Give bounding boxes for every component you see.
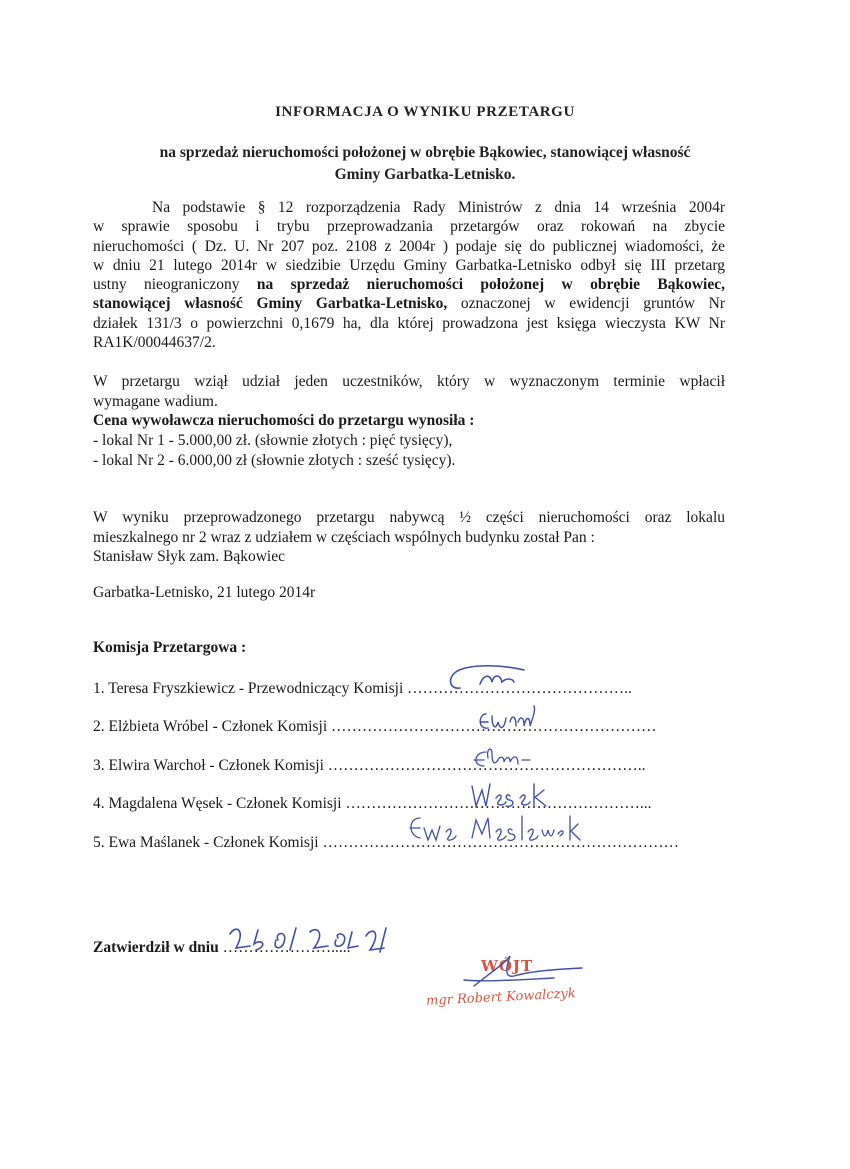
subtitle-line-2: Gminy Garbatka-Letnisko. [334, 166, 516, 183]
paragraph-line: W wyniku przeprowadzonego przetargu nabywcą ½ części nieruchomości oraz lokalu [93, 509, 725, 526]
approval-label: Zatwierdził w dniu [93, 939, 223, 956]
paragraph-result [93, 508, 725, 567]
commission-member-5: 5. Ewa Maślanek - Członek Komisji …………………………………………………………… [93, 834, 679, 851]
paragraph-line: w dniu 21 lutego 2014r w siedzibie Urzędu Gminy Garbatka-Letnisko odbył się III przetarg [93, 256, 725, 274]
price-heading: Cena wywoławcza nieruchomości do przetargu wynosiła : [93, 412, 475, 429]
approval-line [93, 939, 350, 957]
stamp-name: mgr Robert Kowalczyk [425, 986, 577, 1009]
paragraph-bold-text: stanowiącej własność Gminy Garbatka-Letnisko, [93, 295, 448, 313]
paragraph-line [93, 294, 725, 313]
paragraph-line: Na podstawie § 12 rozporządzenia Rady Ministrów z dnia 14 września 2004r [152, 199, 725, 216]
paragraph-line: w sprawie sposobu i trybu przeprowadzania przetargów oraz rokowań na zbycie [93, 218, 725, 236]
paragraph-line: mieszkalnego nr 2 wraz z udziałem w częściach wspólnych budynku został Pan : [93, 528, 595, 546]
paragraph-participants [93, 372, 725, 411]
commission-member-1: 1. Teresa Fryszkiewicz - Przewodniczący Komisji …………………………………….. [93, 680, 632, 697]
place-date: Garbatka-Letnisko, 21 lutego 2014r [93, 584, 316, 601]
paragraph-line: nieruchomości ( Dz. U. Nr 207 poz. 2108 z 2004r ) podaje się do publicznej wiadomości, że [93, 237, 725, 255]
commission-member-3: 3. Elwira Warchoł - Członek Komisji …………………………………………………….. [93, 757, 646, 774]
paragraph-line [93, 275, 725, 294]
approval-dots: …………………..... [222, 939, 351, 956]
paragraph-line: Stanisław Słyk zam. Bąkowiec [93, 548, 285, 565]
commission-heading: Komisja Przetargowa : [93, 639, 247, 656]
paragraph-legal-basis [93, 198, 725, 352]
stamp-title: WÓJT [481, 957, 534, 975]
commission-member-2: 2. Elżbieta Wróbel - Członek Komisji ……………………………………………………… [93, 718, 657, 735]
paragraph-text: oznaczonej w ewidencji gruntów Nr [447, 295, 725, 313]
paragraph-bold-text: na sprzedaż nieruchomości położonej w obrębie Bąkowiec, [256, 276, 725, 294]
commission-member-4: 4. Magdalena Węsek - Członek Komisji …………………………………………………... [93, 795, 652, 812]
price-item-1: - lokal Nr 1 - 5.000,00 zł. (słownie złotych : pięć tysięcy), [93, 432, 453, 449]
paragraph-line: działek 131/3 o powierzchni 0,1679 ha, dla której prowadzona jest księga wieczysta KW Nr [93, 314, 725, 332]
paragraph-line: W przetargu wziął udział jeden uczestników, który w wyznaczonym terminie wpłacił [93, 373, 725, 390]
paragraph-text: ustny nieograniczony [93, 276, 257, 294]
price-item-2: - lokal Nr 2 - 6.000,00 zł (słownie złotych : sześć tysięcy). [93, 452, 456, 469]
paragraph-line: RA1K/00044637/2. [93, 334, 216, 352]
document-subtitle [0, 142, 850, 186]
subtitle-line-1: na sprzedaż nieruchomości położonej w obrębie Bąkowiec, stanowiącej własność [159, 144, 691, 161]
document-title: INFORMACJA O WYNIKU PRZETARGU [275, 104, 575, 120]
paragraph-line: wymagane wadium. [93, 392, 218, 410]
